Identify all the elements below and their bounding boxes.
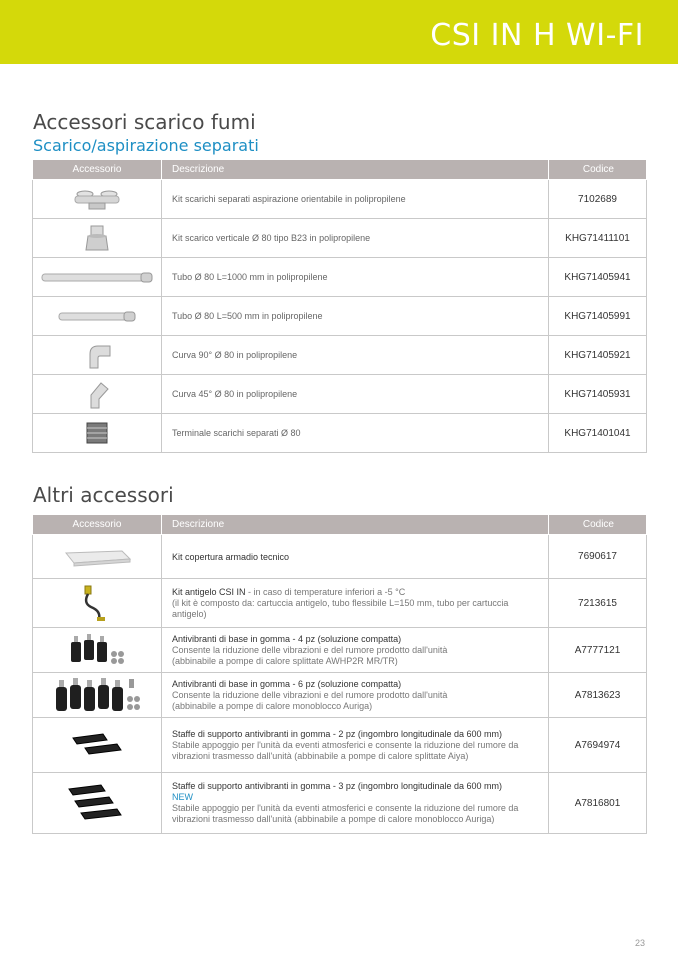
table-row <box>33 375 647 414</box>
other-accessories-table <box>32 514 647 834</box>
product-image-cell <box>33 718 162 773</box>
table-row <box>33 297 647 336</box>
description-cell <box>162 673 549 718</box>
section1-title: Accessori scarico fumi <box>33 110 256 134</box>
code-cell: KHG71405991 <box>549 297 647 336</box>
code-cell: 7213615 <box>549 579 647 628</box>
elbow-90-icon <box>33 340 161 370</box>
table-header-row <box>33 515 647 535</box>
long-pipe-icon <box>33 271 161 283</box>
double-adapter-icon <box>33 187 161 211</box>
product-image-cell <box>33 297 162 336</box>
code-cell: 7102689 <box>549 180 647 219</box>
product-image-cell <box>33 673 162 718</box>
column-header-code: Codice <box>549 160 647 180</box>
product-image-cell <box>33 258 162 297</box>
description-line: (abbinabile a pompe di calore monoblocco Auriga) <box>172 700 373 711</box>
product-image-cell <box>33 773 162 834</box>
antivibration-4-icon <box>33 632 161 668</box>
support-brackets-2-icon <box>33 730 161 760</box>
terminal-icon <box>33 420 161 446</box>
code-cell: A7816801 <box>549 773 647 834</box>
product-image-cell <box>33 180 162 219</box>
support-brackets-3-icon <box>33 781 161 825</box>
section1-subtitle: Scarico/aspirazione separati <box>33 136 259 155</box>
table-row <box>33 773 647 834</box>
description-title: Kit antigelo CSI IN <box>172 586 246 597</box>
description-title: Kit copertura armadio tecnico <box>172 551 290 562</box>
description-title: Antivibranti di base in gomma - 4 pz (soluzione compatta) <box>172 633 402 644</box>
table-row <box>33 219 647 258</box>
description-cell: Curva 90° Ø 80 in polipropilene <box>162 336 549 375</box>
description-title-suffix: - in caso di temperature inferiori a -5 °C <box>245 586 406 597</box>
description-line: Stabile appoggio per l'unità da eventi atmosferici e consente la riduzione del rumore da <box>172 803 519 813</box>
code-cell: KHG71411101 <box>549 219 647 258</box>
new-badge: NEW <box>172 792 193 802</box>
description-cell <box>162 718 549 773</box>
code-cell: 7690617 <box>549 535 647 579</box>
cabinet-cover-icon <box>33 547 161 567</box>
table-row <box>33 673 647 718</box>
table-row <box>33 258 647 297</box>
description-line: Stabile appoggio per l'unità da eventi atmosferici e consente la riduzione del rumore da <box>172 739 519 750</box>
product-image-cell <box>33 375 162 414</box>
description-title: Antivibranti di base in gomma - 6 pz (soluzione compatta) <box>172 678 402 689</box>
vertical-adapter-icon <box>33 224 161 252</box>
column-header-description: Descrizione <box>162 515 549 535</box>
code-cell: A7694974 <box>549 718 647 773</box>
product-image-cell <box>33 579 162 628</box>
description-cell <box>162 773 549 834</box>
product-image-cell <box>33 628 162 673</box>
product-image-cell <box>33 535 162 579</box>
product-image-cell <box>33 219 162 258</box>
page-number: 23 <box>634 938 645 948</box>
header-band <box>0 0 678 64</box>
description-cell: Kit scarico verticale Ø 80 tipo B23 in polipropilene <box>162 219 549 258</box>
description-line: antigelo) <box>172 608 207 619</box>
table-row <box>33 628 647 673</box>
column-header-accessory: Accessorio <box>33 160 162 180</box>
table-header-row <box>33 160 647 180</box>
table-row <box>33 336 647 375</box>
table-row <box>33 579 647 628</box>
table-row <box>33 414 647 453</box>
column-header-description: Descrizione <box>162 160 549 180</box>
code-cell: A7813623 <box>549 673 647 718</box>
short-pipe-icon <box>33 310 161 322</box>
description-cell: Terminale scarichi separati Ø 80 <box>162 414 549 453</box>
code-cell: KHG71405941 <box>549 258 647 297</box>
description-line: Consente la riduzione delle vibrazioni e del rumore prodotto dall'unità <box>172 644 448 655</box>
code-cell: KHG71405921 <box>549 336 647 375</box>
description-cell <box>162 579 549 628</box>
description-line: (il kit è composto da: cartuccia antigelo, tubo flessibile L=150 mm, tubo per cartuccia <box>172 597 509 608</box>
description-line: vibrazioni trasmesso dall'unità (abbinabile a pompe di calore monoblocco Auriga) <box>172 814 495 824</box>
flue-accessories-table <box>32 159 647 453</box>
product-image-cell <box>33 336 162 375</box>
description-cell <box>162 628 549 673</box>
description-line: (abbinabile a pompe di calore splittate AWHP2R MR/TR) <box>172 655 398 666</box>
code-cell: KHG71405931 <box>549 375 647 414</box>
description-cell: Tubo Ø 80 L=500 mm in polipropilene <box>162 297 549 336</box>
antivibration-6-icon <box>33 675 161 715</box>
description-cell: Kit scarichi separati aspirazione orientabile in polipropilene <box>162 180 549 219</box>
description-line: Consente la riduzione delle vibrazioni e del rumore prodotto dall'unità <box>172 689 448 700</box>
antifreeze-kit-icon <box>33 583 161 623</box>
product-image-cell <box>33 414 162 453</box>
description-line: vibrazioni trasmesso dall'unità (abbinabile a pompe di calore splittate Aiya) <box>172 750 469 761</box>
description-title-line <box>172 587 538 598</box>
table-row <box>33 180 647 219</box>
table-row <box>33 535 647 579</box>
description-title: Staffe di supporto antivibranti in gomma - 3 pz (ingombro longitudinale da 600 mm) <box>172 781 503 791</box>
description-cell <box>162 535 549 579</box>
description-cell: Tubo Ø 80 L=1000 mm in polipropilene <box>162 258 549 297</box>
header-title: CSI IN H WI-FI <box>430 18 644 53</box>
description-title: Staffe di supporto antivibranti in gomma - 2 pz (ingombro longitudinale da 600 mm) <box>172 728 503 739</box>
elbow-45-icon <box>33 379 161 409</box>
code-cell: KHG71401041 <box>549 414 647 453</box>
table-row <box>33 718 647 773</box>
description-cell: Curva 45° Ø 80 in polipropilene <box>162 375 549 414</box>
column-header-code: Codice <box>549 515 647 535</box>
code-cell: A7777121 <box>549 628 647 673</box>
column-header-accessory: Accessorio <box>33 515 162 535</box>
section2-title: Altri accessori <box>33 483 174 507</box>
